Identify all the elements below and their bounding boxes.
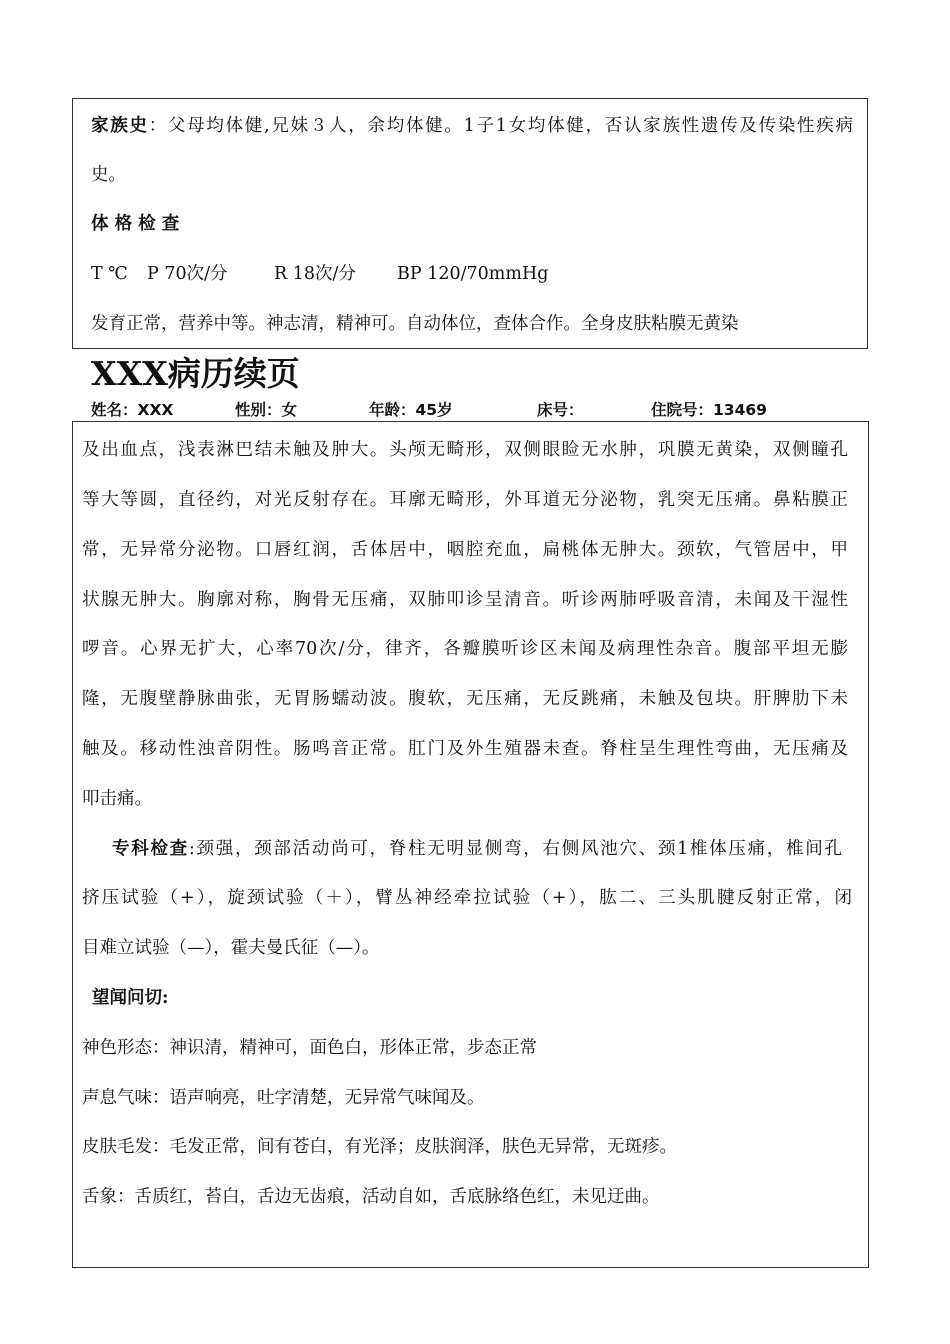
family-history-label: 家族史 <box>91 116 149 136</box>
patient-name: 姓名：XXX <box>91 401 174 419</box>
specialty-exam-line-1 <box>112 837 842 861</box>
tcm-line: 神色形态：神识清，精神可，面色白，形体正常，步态正常 <box>82 1038 537 1058</box>
tcm-line: 舌象：舌质红，苔白，舌边无齿痕，活动自如，舌底脉络色红，未见迂曲。 <box>82 1187 660 1207</box>
family-history-text: ：父母均体健,兄妹３人，余均体健。1子1女均体健，否认家族性遗传及传染性疾病 <box>148 116 854 136</box>
family-history-line-1 <box>91 114 853 138</box>
specialty-exam-line-3: 目难立试验（—），霍夫曼氏征（—）。 <box>82 938 380 958</box>
specialty-exam-line-2: 挤压试验（+），旋颈试验（＋），臂丛神经牵拉试验（+），肱二、三头肌腱反射正常，闭 <box>82 888 852 908</box>
pulse: P 70次/分 <box>147 264 228 284</box>
exam-line: 触及。移动性浊音阴性。肠鸣音正常。肛门及外生殖器未查。脊柱呈生理性弯曲，无压痛及 <box>82 739 848 759</box>
tcm-heading: 望闻问切: <box>92 988 169 1008</box>
patient-sex: 性别：女 <box>235 401 298 419</box>
general-condition-line: 发育正常，营养中等。神志清，精神可。自动体位，查体合作。全身皮肤粘膜无黄染 <box>91 314 739 334</box>
exam-line: 叩击痛。 <box>82 789 152 809</box>
tcm-line: 皮肤毛发：毛发正常，间有苍白，有光泽；皮肤润泽，肤色无异常，无斑疹。 <box>82 1137 677 1157</box>
exam-line: 常，无异常分泌物。口唇红润，舌体居中，咽腔充血，扁桃体无肿大。颈软，气管居中，甲 <box>82 540 848 560</box>
exam-line: 啰音。心界无扩大，心率70次/分，律齐，各瓣膜听诊区未闻及病理性杂音。腹部平坦无膨 <box>82 639 848 659</box>
physical-exam-heading: 体 格 检 查 <box>91 214 180 234</box>
bed-number: 床号： <box>537 401 584 419</box>
admission-number: 住院号：13469 <box>651 401 767 419</box>
exam-line: 隆，无腹壁静脉曲张，无胃肠蠕动波。腹软，无压痛，无反跳痛，未触及包块。肝脾肋下未 <box>82 689 848 709</box>
specialty-exam-label: 专科检查 <box>112 839 189 859</box>
specialty-exam-text: :颈强，颈部活动尚可，脊柱无明显侧弯，右侧风池穴、颈1椎体压痛，椎间孔 <box>188 839 843 859</box>
temperature: T ℃ <box>91 264 128 284</box>
exam-line: 等大等圆，直径约，对光反射存在。耳廓无畸形，外耳道无分泌物，乳突无压痛。鼻粘膜正 <box>82 490 848 510</box>
tcm-line: 声息气味：语声响亮，吐字清楚，无异常气味闻及。 <box>82 1088 485 1108</box>
page-title: XXX病历续页 <box>91 354 300 393</box>
respiration: R 18次/分 <box>274 264 356 284</box>
vital-signs <box>91 262 548 286</box>
exam-line: 及出血点，浅表淋巴结未触及肿大。头颅无畸形，双侧眼睑无水肿，巩膜无黄染，双侧瞳孔 <box>82 440 848 460</box>
family-history-line-2: 史。 <box>91 165 126 185</box>
exam-line: 状腺无肿大。胸廓对称，胸骨无压痛，双肺叩诊呈清音。听诊两肺呼吸音清，未闻及干湿性 <box>82 590 848 610</box>
blood-pressure: BP 120/70mmHg <box>397 264 549 284</box>
patient-age: 年龄：45岁 <box>369 401 453 419</box>
